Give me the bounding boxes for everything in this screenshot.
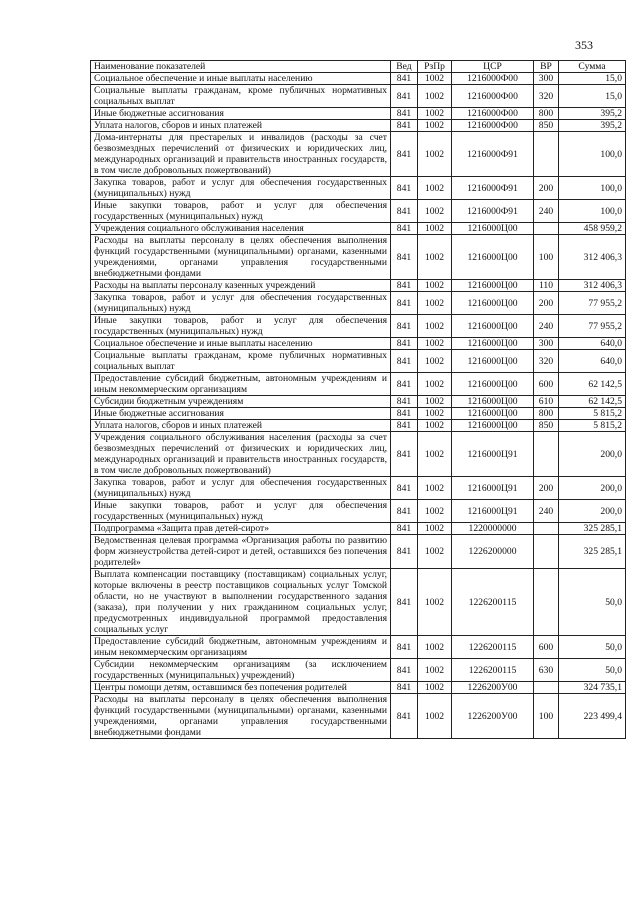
cell-name: Учреждения социального обслуживания населения (расходы за счет безвозмездных перечислений от физических и юридических лиц, международных организаций и правительств иностранных государств, в том числе добровольных пожертвований) — [91, 432, 391, 477]
cell-rzpr: 1002 — [418, 569, 452, 636]
cell-csr: 1216000Ц91 — [452, 500, 534, 523]
cell-csr: 1216000Ф00 — [452, 85, 534, 108]
cell-vr: 200 — [534, 292, 559, 315]
cell-csr: 1226200У00 — [452, 694, 534, 739]
header-ved: Вед — [391, 61, 418, 73]
table-row — [91, 477, 626, 500]
cell-ved: 841 — [391, 659, 418, 682]
cell-csr: 1216000Ц00 — [452, 396, 534, 408]
cell-rzpr: 1002 — [418, 280, 452, 292]
cell-ved: 841 — [391, 694, 418, 739]
cell-vr: 800 — [534, 408, 559, 420]
table-row — [91, 315, 626, 338]
cell-vr — [534, 132, 559, 177]
cell-name: Ведомственная целевая программа «Организация работы по развитию форм жизнеустройства детей-сирот и детей, оставшихся без попечения родителей» — [91, 535, 391, 569]
cell-name: Выплата компенсации поставщику (поставщикам) социальных услуг, которые включены в реестр поставщиков социальных услуг Томской области, но не участвуют в выполнении государственного задания (заказа), при получении у них гражданином социальных услуг, предусмотренных индивидуальной программой предоставления социальных услуг — [91, 569, 391, 636]
cell-sum: 640,0 — [559, 350, 626, 373]
cell-name: Подпрограмма «Защита прав детей-сирот» — [91, 523, 391, 535]
cell-csr: 1226200У00 — [452, 682, 534, 694]
cell-csr: 1220000000 — [452, 523, 534, 535]
cell-ved: 841 — [391, 235, 418, 280]
cell-sum: 325 285,1 — [559, 523, 626, 535]
cell-sum: 458 959,2 — [559, 223, 626, 235]
cell-name: Центры помощи детям, оставшимся без попечения родителей — [91, 682, 391, 694]
cell-rzpr: 1002 — [418, 659, 452, 682]
cell-vr — [534, 432, 559, 477]
cell-sum: 200,0 — [559, 500, 626, 523]
cell-sum: 312 406,3 — [559, 235, 626, 280]
table-row — [91, 535, 626, 569]
cell-ved: 841 — [391, 682, 418, 694]
cell-name: Предоставление субсидий бюджетным, автономным учреждениям и иным некоммерческим организациям — [91, 373, 391, 396]
cell-rzpr: 1002 — [418, 120, 452, 132]
cell-name: Расходы на выплаты персоналу в целях обеспечения выполнения функций государственными (муниципальными) органами, казенными учреждениями, органами управления государственными внебюджетными фондами — [91, 694, 391, 739]
cell-name: Иные бюджетные ассигнования — [91, 408, 391, 420]
table-row — [91, 523, 626, 535]
cell-ved: 841 — [391, 108, 418, 120]
cell-sum: 50,0 — [559, 569, 626, 636]
table-row — [91, 338, 626, 350]
cell-vr: 200 — [534, 177, 559, 200]
cell-csr: 1226200115 — [452, 636, 534, 659]
cell-vr: 240 — [534, 200, 559, 223]
cell-vr — [534, 569, 559, 636]
cell-ved: 841 — [391, 373, 418, 396]
cell-sum: 50,0 — [559, 659, 626, 682]
cell-rzpr: 1002 — [418, 315, 452, 338]
table-row — [91, 108, 626, 120]
cell-csr: 1216000Ц00 — [452, 292, 534, 315]
cell-name: Дома-интернаты для престарелых и инвалидов (расходы за счет безвозмездных перечислений от физических и юридических лиц, международных организаций и правительств иностранных государств, в том числе добровольных пожертвований) — [91, 132, 391, 177]
table-row — [91, 85, 626, 108]
cell-csr: 1216000Ц00 — [452, 338, 534, 350]
cell-ved: 841 — [391, 315, 418, 338]
cell-sum: 100,0 — [559, 177, 626, 200]
table-row — [91, 694, 626, 739]
cell-rzpr: 1002 — [418, 636, 452, 659]
cell-name: Социальные выплаты гражданам, кроме публичных нормативных социальных выплат — [91, 350, 391, 373]
table-row — [91, 500, 626, 523]
cell-vr: 110 — [534, 280, 559, 292]
cell-csr: 1216000Ф91 — [452, 177, 534, 200]
cell-name: Иные закупки товаров, работ и услуг для обеспечения государственных (муниципальных) нужд — [91, 500, 391, 523]
cell-ved: 841 — [391, 420, 418, 432]
cell-vr: 850 — [534, 120, 559, 132]
cell-ved: 841 — [391, 280, 418, 292]
table-row — [91, 73, 626, 85]
table-row — [91, 200, 626, 223]
cell-ved: 841 — [391, 396, 418, 408]
cell-name: Закупка товаров, работ и услуг для обеспечения государственных (муниципальных) нужд — [91, 177, 391, 200]
cell-ved: 841 — [391, 223, 418, 235]
cell-rzpr: 1002 — [418, 177, 452, 200]
cell-rzpr: 1002 — [418, 200, 452, 223]
cell-name: Иные закупки товаров, работ и услуг для обеспечения государственных (муниципальных) нужд — [91, 315, 391, 338]
cell-csr: 1226200000 — [452, 535, 534, 569]
cell-sum: 100,0 — [559, 200, 626, 223]
cell-sum: 77 955,2 — [559, 292, 626, 315]
cell-csr: 1216000Ц00 — [452, 420, 534, 432]
cell-vr — [534, 223, 559, 235]
cell-vr: 320 — [534, 85, 559, 108]
table-row — [91, 636, 626, 659]
cell-name: Субсидии некоммерческим организациям (за исключением государственных (муниципальных) учреждений) — [91, 659, 391, 682]
cell-csr: 1216000Ц00 — [452, 408, 534, 420]
table-row — [91, 682, 626, 694]
cell-sum: 200,0 — [559, 432, 626, 477]
cell-csr: 1216000Ц00 — [452, 223, 534, 235]
cell-vr: 800 — [534, 108, 559, 120]
cell-rzpr: 1002 — [418, 682, 452, 694]
cell-ved: 841 — [391, 73, 418, 85]
cell-vr: 630 — [534, 659, 559, 682]
header-csr: ЦСР — [452, 61, 534, 73]
table-row — [91, 350, 626, 373]
cell-sum: 395,2 — [559, 120, 626, 132]
cell-csr: 1216000Ф00 — [452, 120, 534, 132]
cell-name: Социальное обеспечение и иные выплаты населению — [91, 73, 391, 85]
cell-name: Закупка товаров, работ и услуг для обеспечения государственных (муниципальных) нужд — [91, 477, 391, 500]
budget-table — [90, 60, 626, 739]
cell-vr: 600 — [534, 636, 559, 659]
cell-ved: 841 — [391, 177, 418, 200]
cell-sum: 324 735,1 — [559, 682, 626, 694]
cell-csr: 1216000Ф00 — [452, 73, 534, 85]
cell-rzpr: 1002 — [418, 408, 452, 420]
cell-rzpr: 1002 — [418, 85, 452, 108]
cell-ved: 841 — [391, 523, 418, 535]
cell-sum: 312 406,3 — [559, 280, 626, 292]
cell-csr: 1216000Ц00 — [452, 315, 534, 338]
cell-vr: 320 — [534, 350, 559, 373]
cell-rzpr: 1002 — [418, 500, 452, 523]
cell-vr — [534, 523, 559, 535]
cell-vr: 850 — [534, 420, 559, 432]
cell-ved: 841 — [391, 477, 418, 500]
header-name: Наименование показателей — [91, 61, 391, 73]
cell-vr: 100 — [534, 235, 559, 280]
cell-sum: 15,0 — [559, 85, 626, 108]
cell-csr: 1216000Ц00 — [452, 235, 534, 280]
cell-ved: 841 — [391, 120, 418, 132]
cell-sum: 15,0 — [559, 73, 626, 85]
cell-rzpr: 1002 — [418, 73, 452, 85]
cell-ved: 841 — [391, 432, 418, 477]
table-row — [91, 235, 626, 280]
page-number: 353 — [575, 38, 593, 52]
cell-sum: 395,2 — [559, 108, 626, 120]
cell-vr: 300 — [534, 338, 559, 350]
header-rzpr: РзПр — [418, 61, 452, 73]
cell-ved: 841 — [391, 292, 418, 315]
table-row — [91, 223, 626, 235]
cell-rzpr: 1002 — [418, 292, 452, 315]
cell-vr: 600 — [534, 373, 559, 396]
table-row — [91, 432, 626, 477]
cell-ved: 841 — [391, 500, 418, 523]
cell-vr — [534, 682, 559, 694]
cell-sum: 50,0 — [559, 636, 626, 659]
cell-csr: 1216000Ц00 — [452, 350, 534, 373]
table-row — [91, 659, 626, 682]
cell-ved: 841 — [391, 535, 418, 569]
header-vr: ВР — [534, 61, 559, 73]
cell-rzpr: 1002 — [418, 420, 452, 432]
cell-csr: 1216000Ф91 — [452, 132, 534, 177]
cell-ved: 841 — [391, 350, 418, 373]
cell-name: Социальное обеспечение и иные выплаты населению — [91, 338, 391, 350]
cell-rzpr: 1002 — [418, 108, 452, 120]
cell-ved: 841 — [391, 569, 418, 636]
cell-vr: 240 — [534, 315, 559, 338]
cell-csr: 1216000Ф00 — [452, 108, 534, 120]
table-row — [91, 569, 626, 636]
cell-vr: 610 — [534, 396, 559, 408]
cell-name: Уплата налогов, сборов и иных платежей — [91, 120, 391, 132]
cell-sum: 223 499,4 — [559, 694, 626, 739]
cell-vr: 240 — [534, 500, 559, 523]
cell-name: Уплата налогов, сборов и иных платежей — [91, 420, 391, 432]
cell-csr: 1216000Ц91 — [452, 477, 534, 500]
table-row — [91, 373, 626, 396]
cell-csr: 1216000Ц00 — [452, 373, 534, 396]
cell-rzpr: 1002 — [418, 132, 452, 177]
cell-rzpr: 1002 — [418, 477, 452, 500]
table-row — [91, 408, 626, 420]
cell-ved: 841 — [391, 338, 418, 350]
table-row — [91, 132, 626, 177]
cell-sum: 640,0 — [559, 338, 626, 350]
cell-sum: 200,0 — [559, 477, 626, 500]
cell-ved: 841 — [391, 200, 418, 223]
cell-csr: 1216000Ц91 — [452, 432, 534, 477]
cell-csr: 1216000Ц00 — [452, 280, 534, 292]
cell-name: Иные бюджетные ассигнования — [91, 108, 391, 120]
cell-ved: 841 — [391, 636, 418, 659]
cell-name: Расходы на выплаты персоналу казенных учреждений — [91, 280, 391, 292]
cell-rzpr: 1002 — [418, 350, 452, 373]
cell-rzpr: 1002 — [418, 523, 452, 535]
cell-ved: 841 — [391, 132, 418, 177]
cell-rzpr: 1002 — [418, 535, 452, 569]
cell-csr: 1216000Ф91 — [452, 200, 534, 223]
cell-vr — [534, 535, 559, 569]
cell-sum: 325 285,1 — [559, 535, 626, 569]
cell-name: Расходы на выплаты персоналу в целях обеспечения выполнения функций государственными (муниципальными) органами, казенными учреждениями, органами управления государственными внебюджетными фондами — [91, 235, 391, 280]
cell-rzpr: 1002 — [418, 396, 452, 408]
table-row — [91, 177, 626, 200]
cell-name: Социальные выплаты гражданам, кроме публичных нормативных социальных выплат — [91, 85, 391, 108]
cell-vr: 100 — [534, 694, 559, 739]
cell-sum: 77 955,2 — [559, 315, 626, 338]
cell-name: Учреждения социального обслуживания населения — [91, 223, 391, 235]
cell-sum: 100,0 — [559, 132, 626, 177]
cell-sum: 5 815,2 — [559, 408, 626, 420]
cell-ved: 841 — [391, 408, 418, 420]
cell-vr: 300 — [534, 73, 559, 85]
cell-rzpr: 1002 — [418, 694, 452, 739]
cell-name: Иные закупки товаров, работ и услуг для обеспечения государственных (муниципальных) нужд — [91, 200, 391, 223]
table-row — [91, 292, 626, 315]
cell-csr: 1226200115 — [452, 659, 534, 682]
table-row — [91, 280, 626, 292]
cell-sum: 62 142,5 — [559, 373, 626, 396]
cell-rzpr: 1002 — [418, 338, 452, 350]
cell-rzpr: 1002 — [418, 432, 452, 477]
cell-rzpr: 1002 — [418, 235, 452, 280]
cell-sum: 62 142,5 — [559, 396, 626, 408]
cell-sum: 5 815,2 — [559, 420, 626, 432]
cell-ved: 841 — [391, 85, 418, 108]
header-sum: Сумма — [559, 61, 626, 73]
cell-rzpr: 1002 — [418, 223, 452, 235]
table-row — [91, 420, 626, 432]
cell-vr: 200 — [534, 477, 559, 500]
cell-name: Субсидии бюджетным учреждениям — [91, 396, 391, 408]
table-header-row — [91, 61, 626, 73]
cell-name: Предоставление субсидий бюджетным, автономным учреждениям и иным некоммерческим организациям — [91, 636, 391, 659]
table-row — [91, 396, 626, 408]
table-row — [91, 120, 626, 132]
cell-rzpr: 1002 — [418, 373, 452, 396]
cell-csr: 1226200115 — [452, 569, 534, 636]
cell-name: Закупка товаров, работ и услуг для обеспечения государственных (муниципальных) нужд — [91, 292, 391, 315]
